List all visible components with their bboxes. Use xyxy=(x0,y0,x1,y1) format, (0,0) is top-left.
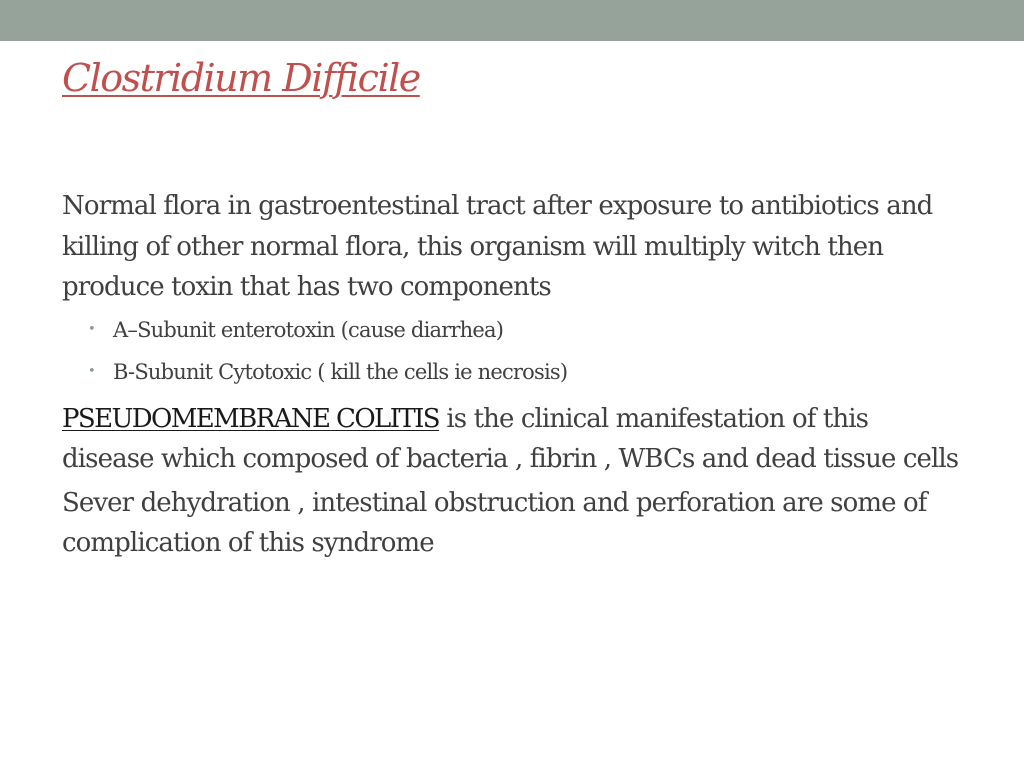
slide-body xyxy=(62,186,962,564)
list-item-subunit-b xyxy=(62,351,962,393)
bullet-dot-icon: • xyxy=(88,321,95,337)
body-paragraph-complications: Sever dehydration , intestinal obstruction and perforation are some of complication of this syndrome xyxy=(62,487,927,558)
top-accent-bar xyxy=(0,0,1024,41)
highlight-term: PSEUDOMEMBRANE COLITIS xyxy=(62,403,440,434)
toxin-components-list xyxy=(62,309,962,393)
list-item-text: A–Subunit enterotoxin (cause diarrhea) xyxy=(113,317,504,342)
body-paragraph-flora: Normal flora in gastroentestinal tract after exposure to antibiotics and killing of other normal flora, this organism will multiply witch then produce toxin that has two components xyxy=(62,191,933,302)
slide-title: Clostridium Difficile xyxy=(62,56,420,100)
list-item-text: B-Subunit Cytotoxic ( kill the cells ie necrosis) xyxy=(113,359,568,384)
list-item-subunit-a xyxy=(62,309,962,351)
body-paragraph-colitis xyxy=(62,399,962,480)
colitis-description: is the clinical manifestation of this disease which composed of bacteria , fibrin , WBCs and dead tissue cells xyxy=(62,403,959,474)
bullet-dot-icon: • xyxy=(88,363,95,379)
